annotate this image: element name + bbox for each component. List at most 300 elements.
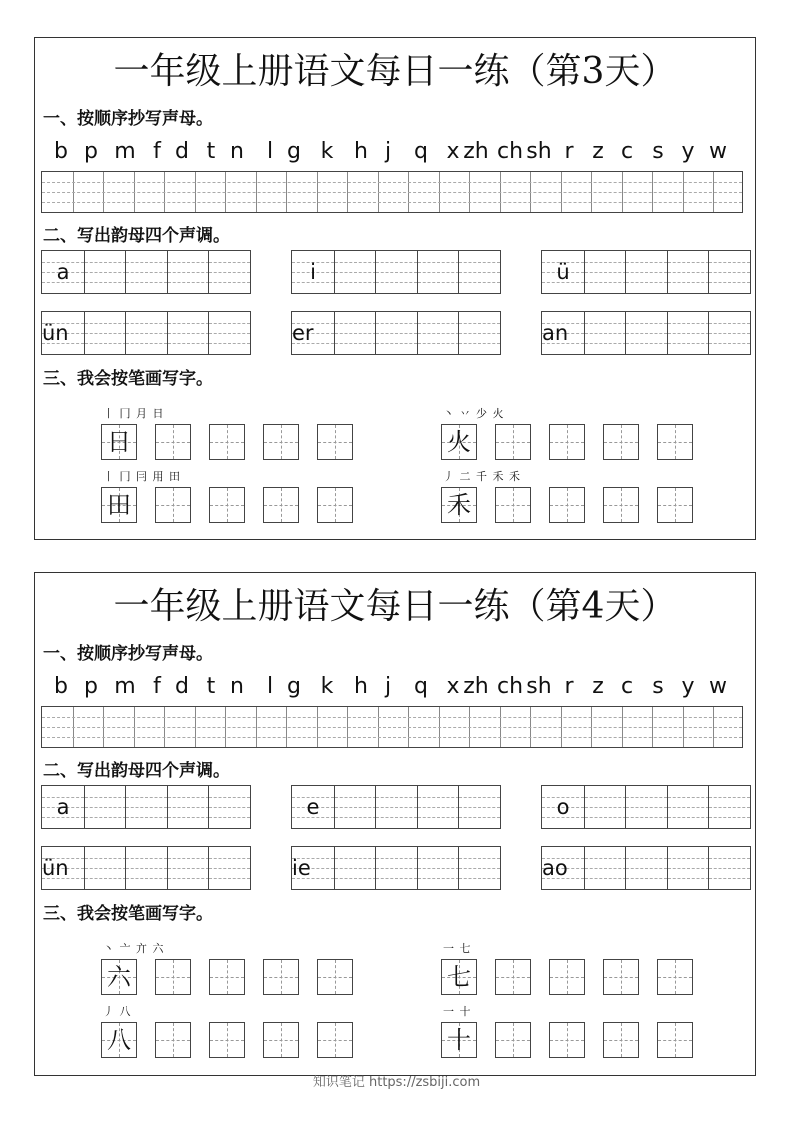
initial-letter: ch <box>496 139 524 164</box>
cell-guide-line <box>318 505 352 506</box>
cell-guide-line <box>335 858 376 859</box>
final-tone-box[interactable] <box>291 846 501 890</box>
cell-guide-line <box>604 442 638 443</box>
character-writing-cell[interactable] <box>263 959 299 995</box>
cell-guide-line <box>85 262 126 263</box>
cell-guide-line <box>209 282 250 283</box>
stroke-order: 丨 冂 月 日 <box>103 407 165 420</box>
tone-writing-cell[interactable] <box>417 847 459 889</box>
character-writing-cell[interactable] <box>495 424 531 460</box>
initial-letter: s <box>652 674 664 699</box>
tone-writing-cell[interactable] <box>625 312 667 354</box>
final-label: ü <box>556 260 570 284</box>
tone-writing-cell[interactable] <box>584 251 626 293</box>
footer-source: 知识笔记 https://zsbiji.com <box>312 1075 481 1090</box>
grid-guide-line <box>42 202 742 203</box>
model-character: 火 <box>447 428 471 456</box>
initial-letter: s <box>652 139 664 164</box>
initial-letter: g <box>287 674 301 699</box>
cell-guide-line <box>668 817 709 818</box>
section-2-title: 二、写出韵母四个声调。 <box>43 226 230 246</box>
cell-guide-line <box>709 868 750 869</box>
cell-guide-line <box>585 343 626 344</box>
cell-guide-line <box>126 282 167 283</box>
tone-writing-cell[interactable] <box>625 786 667 828</box>
cell-guide-line <box>85 878 126 879</box>
tone-writing-cell[interactable] <box>417 251 459 293</box>
cell-guide-line <box>604 1040 638 1041</box>
initial-letter: b <box>54 139 68 164</box>
cell-guide-line <box>335 343 376 344</box>
day-4-worksheet <box>34 572 756 1076</box>
model-character-cell <box>101 487 137 523</box>
tone-writing-cell[interactable] <box>667 251 709 293</box>
initials-writing-grid[interactable] <box>41 706 743 748</box>
character-writing-cell[interactable] <box>657 424 693 460</box>
cell-guide-line <box>658 442 692 443</box>
cell-guide-line <box>459 262 500 263</box>
tone-writing-cell[interactable] <box>84 786 126 828</box>
cell-guide-line <box>459 817 500 818</box>
cell-guide-line <box>209 797 250 798</box>
cell-guide-line <box>126 797 167 798</box>
tone-writing-cell[interactable] <box>167 786 209 828</box>
cell-guide-line <box>459 868 500 869</box>
cell-guide-line <box>668 272 709 273</box>
cell-guide-line <box>550 505 584 506</box>
tone-writing-cell[interactable] <box>708 251 750 293</box>
grid-guide-line <box>42 182 742 183</box>
cell-guide-line <box>418 817 459 818</box>
cell-guide-line <box>85 323 126 324</box>
cell-guide-line <box>626 878 667 879</box>
cell-guide-line <box>585 878 626 879</box>
initials-row <box>49 138 749 168</box>
character-writing-cell[interactable] <box>603 487 639 523</box>
tone-writing-cell[interactable] <box>667 786 709 828</box>
cell-guide-line <box>376 262 417 263</box>
initial-letter: h <box>354 139 368 164</box>
cell-guide-line <box>126 858 167 859</box>
cell-guide-line <box>168 262 209 263</box>
final-tone-box[interactable] <box>541 250 751 294</box>
section-1-title: 一、按顺序抄写声母。 <box>43 644 213 664</box>
model-character-cell <box>441 424 477 460</box>
cell-guide-line <box>156 505 190 506</box>
character-writing-cell[interactable] <box>155 959 191 995</box>
initial-letter: n <box>230 139 244 164</box>
cell-guide-line <box>668 262 709 263</box>
stroke-order: 丨 冂 冃 用 田 <box>103 470 181 483</box>
initial-letter: p <box>84 139 98 164</box>
initial-letter: m <box>114 674 136 699</box>
stroke-order: 丿 八 <box>103 1005 132 1018</box>
character-writing-cell[interactable] <box>317 487 353 523</box>
initial-letter: z <box>592 674 604 699</box>
cell-guide-line <box>376 343 417 344</box>
grid-guide-line <box>42 737 742 738</box>
character-writing-cell[interactable] <box>603 424 639 460</box>
final-label: an <box>542 321 569 345</box>
final-tone-box[interactable] <box>541 311 751 355</box>
final-tone-box[interactable] <box>41 785 251 829</box>
cell-guide-line <box>709 807 750 808</box>
cell-guide-line <box>376 797 417 798</box>
section-3-title: 三、我会按笔画写字。 <box>43 369 213 389</box>
tone-writing-cell[interactable] <box>167 251 209 293</box>
cell-guide-line <box>264 505 298 506</box>
stroke-order: 丿 二 千 禾 禾 <box>443 470 521 483</box>
character-writing-cell[interactable] <box>209 1022 245 1058</box>
initial-letter: c <box>620 139 634 164</box>
cell-guide-line <box>209 807 250 808</box>
section-3-title: 三、我会按笔画写字。 <box>43 904 213 924</box>
tone-writing-cell[interactable] <box>208 786 250 828</box>
initial-letter: t <box>206 674 216 699</box>
cell-guide-line <box>264 1040 298 1041</box>
cell-guide-line <box>459 282 500 283</box>
cell-guide-line <box>318 442 352 443</box>
character-writing-cell[interactable] <box>549 487 585 523</box>
stroke-order: 丶 丷 少 火 <box>443 407 505 420</box>
tone-writing-cell[interactable] <box>84 312 126 354</box>
character-writing-cell[interactable] <box>155 487 191 523</box>
cell-guide-line <box>709 878 750 879</box>
initial-letter: ch <box>496 674 524 699</box>
section-1-title: 一、按顺序抄写声母。 <box>43 109 213 129</box>
character-writing-cell[interactable] <box>317 959 353 995</box>
cell-guide-line <box>209 858 250 859</box>
cell-guide-line <box>418 797 459 798</box>
cell-guide-line <box>85 343 126 344</box>
tone-writing-cell[interactable] <box>375 251 417 293</box>
cell-guide-line <box>168 323 209 324</box>
cell-guide-line <box>459 333 500 334</box>
cell-guide-line <box>709 858 750 859</box>
final-tone-box[interactable] <box>41 311 251 355</box>
tone-writing-cell[interactable] <box>375 847 417 889</box>
cell-guide-line <box>585 333 626 334</box>
character-writing-cell[interactable] <box>317 1022 353 1058</box>
initials-writing-grid[interactable] <box>41 171 743 213</box>
cell-guide-line <box>264 442 298 443</box>
character-writing-cell[interactable] <box>155 424 191 460</box>
cell-guide-line <box>126 817 167 818</box>
tone-writing-cell[interactable] <box>167 847 209 889</box>
cell-guide-line <box>209 878 250 879</box>
tone-writing-cell[interactable] <box>334 251 376 293</box>
tone-writing-cell[interactable] <box>208 251 250 293</box>
cell-guide-line <box>418 333 459 334</box>
model-character: 八 <box>107 1026 131 1054</box>
final-tone-box[interactable] <box>41 250 251 294</box>
cell-guide-line <box>550 442 584 443</box>
tone-writing-cell[interactable] <box>458 251 500 293</box>
cell-guide-line <box>209 868 250 869</box>
model-character: 六 <box>107 963 131 991</box>
cell-guide-line <box>550 1040 584 1041</box>
tone-writing-cell[interactable] <box>458 786 500 828</box>
character-writing-cell[interactable] <box>209 959 245 995</box>
final-label: e <box>306 795 320 819</box>
cell-guide-line <box>126 333 167 334</box>
cell-guide-line <box>85 817 126 818</box>
character-writing-cell[interactable] <box>209 487 245 523</box>
tone-writing-cell[interactable] <box>458 847 500 889</box>
initial-letter: p <box>84 674 98 699</box>
tone-writing-cell[interactable] <box>625 847 667 889</box>
cell-guide-line <box>496 1040 530 1041</box>
cell-guide-line <box>168 878 209 879</box>
cell-guide-line <box>709 272 750 273</box>
model-character-cell <box>101 424 137 460</box>
stroke-order: 一 七 <box>443 942 472 955</box>
cell-guide-line <box>210 977 244 978</box>
cell-guide-line <box>335 868 376 869</box>
worksheet-title: 一年级上册语文每日一练（第3天） <box>113 51 677 92</box>
character-writing-cell[interactable] <box>495 1022 531 1058</box>
character-writing-cell[interactable] <box>549 1022 585 1058</box>
cell-guide-line <box>626 272 667 273</box>
cell-guide-line <box>585 272 626 273</box>
cell-guide-line <box>459 878 500 879</box>
character-writing-cell[interactable] <box>603 959 639 995</box>
cell-guide-line <box>156 442 190 443</box>
cell-guide-line <box>418 272 459 273</box>
initial-letter: d <box>175 139 189 164</box>
tone-writing-cell[interactable] <box>84 847 126 889</box>
tone-writing-cell[interactable] <box>584 312 626 354</box>
cell-guide-line <box>459 807 500 808</box>
cell-guide-line <box>85 797 126 798</box>
cell-guide-line <box>126 878 167 879</box>
cell-guide-line <box>376 272 417 273</box>
cell-guide-line <box>709 333 750 334</box>
initial-letter: w <box>709 139 727 164</box>
final-label: i <box>310 260 316 284</box>
cell-guide-line <box>335 807 376 808</box>
tone-writing-cell[interactable] <box>708 786 750 828</box>
tone-writing-cell[interactable] <box>334 847 376 889</box>
character-writing-cell[interactable] <box>549 424 585 460</box>
cell-guide-line <box>418 262 459 263</box>
cell-guide-line <box>496 505 530 506</box>
tone-writing-cell[interactable] <box>708 312 750 354</box>
cell-guide-line <box>459 797 500 798</box>
cell-guide-line <box>168 333 209 334</box>
initial-letter: w <box>709 674 727 699</box>
cell-guide-line <box>585 797 626 798</box>
tone-writing-cell[interactable] <box>125 251 167 293</box>
character-writing-cell[interactable] <box>657 959 693 995</box>
character-writing-cell[interactable] <box>603 1022 639 1058</box>
cell-guide-line <box>459 272 500 273</box>
cell-guide-line <box>209 272 250 273</box>
cell-guide-line <box>335 878 376 879</box>
cell-guide-line <box>376 817 417 818</box>
cell-guide-line <box>585 817 626 818</box>
initial-letter: r <box>564 674 574 699</box>
cell-guide-line <box>335 333 376 334</box>
initial-letter: x <box>446 674 460 699</box>
cell-guide-line <box>335 817 376 818</box>
tone-writing-cell[interactable] <box>584 847 626 889</box>
character-writing-cell[interactable] <box>549 959 585 995</box>
character-writing-cell[interactable] <box>657 487 693 523</box>
initial-letter: k <box>320 674 334 699</box>
cell-guide-line <box>209 323 250 324</box>
cell-guide-line <box>210 1040 244 1041</box>
cell-guide-line <box>168 797 209 798</box>
model-character: 禾 <box>447 491 471 519</box>
initial-letter: q <box>414 139 428 164</box>
cell-guide-line <box>335 797 376 798</box>
cell-guide-line <box>585 858 626 859</box>
cell-guide-line <box>126 343 167 344</box>
cell-guide-line <box>85 858 126 859</box>
final-tone-box[interactable] <box>41 846 251 890</box>
tone-writing-cell[interactable] <box>167 312 209 354</box>
initial-letter: d <box>175 674 189 699</box>
tone-writing-cell[interactable] <box>375 786 417 828</box>
grid-guide-line <box>42 192 742 193</box>
cell-guide-line <box>335 282 376 283</box>
model-character: 日 <box>107 428 131 456</box>
cell-guide-line <box>459 323 500 324</box>
cell-guide-line <box>210 442 244 443</box>
character-writing-cell[interactable] <box>495 959 531 995</box>
cell-guide-line <box>658 977 692 978</box>
initial-letter: k <box>320 139 334 164</box>
cell-guide-line <box>668 858 709 859</box>
cell-guide-line <box>459 858 500 859</box>
cell-guide-line <box>418 282 459 283</box>
cell-guide-line <box>376 807 417 808</box>
initial-letter: q <box>414 674 428 699</box>
character-writing-cell[interactable] <box>317 424 353 460</box>
cell-guide-line <box>85 868 126 869</box>
final-tone-box[interactable] <box>291 785 501 829</box>
cell-guide-line <box>626 343 667 344</box>
cell-guide-line <box>318 1040 352 1041</box>
cell-guide-line <box>626 282 667 283</box>
cell-guide-line <box>585 807 626 808</box>
cell-guide-line <box>626 817 667 818</box>
character-writing-cell[interactable] <box>155 1022 191 1058</box>
model-character-cell <box>441 959 477 995</box>
initial-letter: sh <box>526 674 552 699</box>
tone-writing-cell[interactable] <box>625 251 667 293</box>
cell-guide-line <box>709 323 750 324</box>
tone-writing-cell[interactable] <box>334 786 376 828</box>
cell-guide-line <box>668 807 709 808</box>
final-tone-box[interactable] <box>541 785 751 829</box>
tone-writing-cell[interactable] <box>417 786 459 828</box>
cell-guide-line <box>668 343 709 344</box>
cell-guide-line <box>709 343 750 344</box>
cell-guide-line <box>585 262 626 263</box>
cell-guide-line <box>658 505 692 506</box>
character-writing-cell[interactable] <box>657 1022 693 1058</box>
cell-guide-line <box>168 868 209 869</box>
initial-letter: y <box>681 139 695 164</box>
cell-guide-line <box>156 1040 190 1041</box>
tone-writing-cell[interactable] <box>708 847 750 889</box>
tone-writing-cell[interactable] <box>458 312 500 354</box>
initials-row <box>49 673 749 703</box>
tone-writing-cell[interactable] <box>667 847 709 889</box>
character-writing-cell[interactable] <box>495 487 531 523</box>
cell-guide-line <box>318 977 352 978</box>
tone-writing-cell[interactable] <box>584 786 626 828</box>
cell-guide-line <box>126 272 167 273</box>
character-writing-cell[interactable] <box>263 424 299 460</box>
cell-guide-line <box>418 807 459 808</box>
tone-writing-cell[interactable] <box>125 312 167 354</box>
cell-guide-line <box>209 343 250 344</box>
tone-writing-cell[interactable] <box>208 847 250 889</box>
tone-writing-cell[interactable] <box>334 312 376 354</box>
section-2-title: 二、写出韵母四个声调。 <box>43 761 230 781</box>
cell-guide-line <box>626 262 667 263</box>
tone-writing-cell[interactable] <box>375 312 417 354</box>
final-tone-box[interactable] <box>291 311 501 355</box>
cell-guide-line <box>85 282 126 283</box>
initial-letter: r <box>564 139 574 164</box>
tone-writing-cell[interactable] <box>125 786 167 828</box>
initial-letter: c <box>620 674 634 699</box>
cell-guide-line <box>85 807 126 808</box>
cell-guide-line <box>126 262 167 263</box>
final-label: a <box>56 260 70 284</box>
tone-writing-cell[interactable] <box>84 251 126 293</box>
tone-writing-cell[interactable] <box>208 312 250 354</box>
initial-letter: zh <box>463 674 489 699</box>
cell-guide-line <box>168 272 209 273</box>
cell-guide-line <box>376 323 417 324</box>
cell-guide-line <box>264 977 298 978</box>
final-tone-box[interactable] <box>291 250 501 294</box>
cell-guide-line <box>126 323 167 324</box>
initial-letter: h <box>354 674 368 699</box>
initial-letter: j <box>384 674 392 699</box>
initial-letter: b <box>54 674 68 699</box>
cell-guide-line <box>550 977 584 978</box>
final-label: ün <box>42 856 69 880</box>
cell-guide-line <box>668 282 709 283</box>
tone-writing-cell[interactable] <box>125 847 167 889</box>
cell-guide-line <box>626 323 667 324</box>
character-writing-cell[interactable] <box>209 424 245 460</box>
cell-guide-line <box>209 817 250 818</box>
cell-guide-line <box>85 333 126 334</box>
character-writing-cell[interactable] <box>263 487 299 523</box>
final-tone-box[interactable] <box>541 846 751 890</box>
cell-guide-line <box>658 1040 692 1041</box>
cell-guide-line <box>168 807 209 808</box>
tone-writing-cell[interactable] <box>667 312 709 354</box>
initial-letter: x <box>446 139 460 164</box>
tone-writing-cell[interactable] <box>417 312 459 354</box>
character-writing-cell[interactable] <box>263 1022 299 1058</box>
cell-guide-line <box>168 282 209 283</box>
grid-guide-line <box>42 717 742 718</box>
initial-letter: t <box>206 139 216 164</box>
cell-guide-line <box>418 323 459 324</box>
initial-letter: y <box>681 674 695 699</box>
cell-guide-line <box>496 442 530 443</box>
cell-guide-line <box>85 272 126 273</box>
